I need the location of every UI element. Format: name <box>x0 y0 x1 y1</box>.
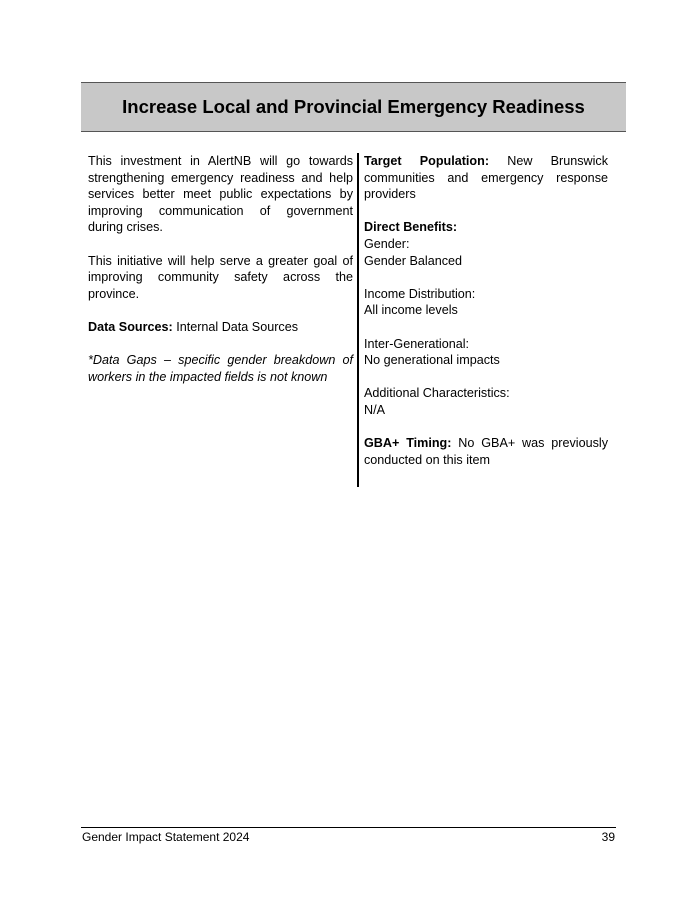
income-distribution <box>364 286 608 319</box>
footer-rule <box>81 827 616 828</box>
title-band <box>81 82 626 132</box>
direct-benefits-label: Direct Benefits: <box>364 220 458 235</box>
data-sources <box>88 319 353 336</box>
income-value: All income levels <box>364 303 458 318</box>
data-gaps-note: *Data Gaps – specific gender breakdown of workers in the impacted fields is not known <box>88 353 353 384</box>
inter-generational <box>364 336 608 369</box>
left-column <box>88 153 353 385</box>
target-population <box>364 153 608 203</box>
data-sources-value: Internal Data Sources <box>176 319 299 334</box>
gender-value: Gender Balanced <box>364 253 463 268</box>
gender-label: Gender: <box>364 236 410 251</box>
data-sources-label: Data Sources: <box>88 319 173 334</box>
column-divider <box>357 153 359 487</box>
description-paragraph: This investment in AlertNB will go towards strengthening emergency readiness and help services better meet public expectations by improving communication of government during crises. <box>88 154 353 235</box>
footer-document-title: Gender Impact Statement 2024 <box>82 830 250 844</box>
right-column <box>364 153 608 468</box>
additional-label: Additional Characteristics: <box>364 386 510 401</box>
target-population-label: Target Population: <box>364 154 490 168</box>
page-title: Increase Local and Provincial Emergency Readiness <box>122 96 585 117</box>
gba-timing-value: No GBA+ was previously conducted on this item <box>364 436 608 467</box>
goal-paragraph: This initiative will help serve a greater goal of improving community safety across the province. <box>88 253 353 301</box>
gba-timing <box>364 435 608 468</box>
target-population-value: New Brunswick communities and emergency response providers <box>364 154 608 202</box>
page-number: 39 <box>601 830 615 844</box>
additional-value: N/A <box>364 402 385 417</box>
intergen-label: Inter-Generational: <box>364 336 470 351</box>
income-label: Income Distribution: <box>364 286 476 301</box>
gba-timing-label: GBA+ Timing: <box>364 436 452 451</box>
intergen-value: No generational impacts <box>364 353 500 368</box>
additional-characteristics <box>364 385 608 418</box>
direct-benefits <box>364 219 608 269</box>
